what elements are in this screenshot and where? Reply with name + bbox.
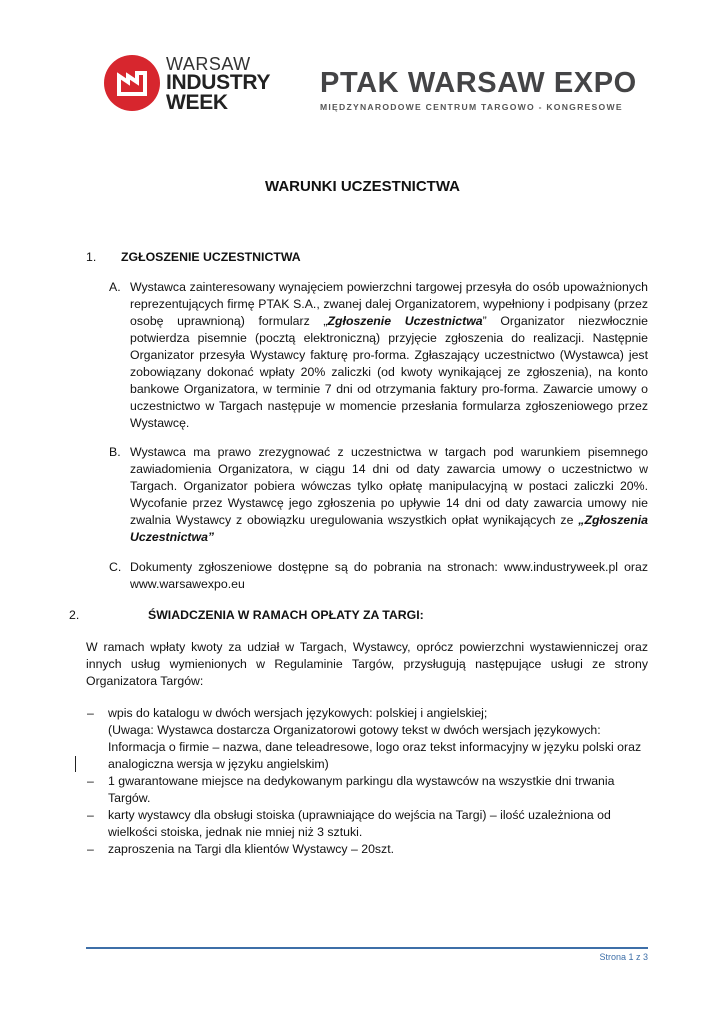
ptak-warsaw-expo-logo bbox=[320, 68, 650, 112]
section1-heading: ZGŁOSZENIE UCZESTNICTWA bbox=[121, 250, 301, 264]
document-title: WARUNKI UCZESTNICTWA bbox=[265, 178, 460, 195]
warsaw-industry-week-logo bbox=[104, 55, 279, 115]
logo-text-warsaw: WARSAW bbox=[166, 54, 251, 74]
logo-text-industry: INDUSTRY bbox=[166, 71, 271, 94]
logo-subtitle: MIĘDZYNARODOWE CENTRUM TARGOWO - KONGRESOWE bbox=[320, 102, 623, 112]
item-b-emphasis: „Zgłoszenia Uczestnictwa” bbox=[130, 513, 648, 544]
item-b-text: Wystawca ma prawo zrezygnować z uczestnictwa w targach pod warunkiem pisemnego zawiadomienia Organizatora, w ciągu 14 dni od daty zawarcia umowy o uczestnictwo w Targach. Organizator pobiera wówczas tylko opłatę manipulacyjną w postaci zaliczki 20%. Wycofanie przez Wystawcę jego zgłoszenia po upływie 14 dni od daty zawarcia umowy nie zwalnia Wystawcy z obowiązku uregulowania wszystkich opłat wynikających ze „Zgłoszenia Uczestnictwa” bbox=[130, 445, 648, 544]
item-a-text: Wystawca zainteresowany wynajęciem powierzchni targowej przesyła do osób upoważnionych reprezentujących firmę PTAK S.A., zwanej dalej Organizatorem, wypełniony i podpisany (przez osobę uprawnioną) formularz „Zgłoszenie Uczestnictwa” Organizator niezwłocznie potwierdza pisemnie (pocztą elektroniczną) przyjęcie zgłoszenia do realizacji. Następnie Organizator przesyła Wystawcy fakturę pro-forma. Zgłaszający uczestnictwo (Wystawca) jest zobowiązany dokonać wpłaty 20% zaliczki (od kwoty wynikającej ze zgłoszenia), na konto bankowe Organizatora, w terminie 7 dni od otrzymania faktury pro-forma. Zawarcie umowy o uczestnictwo w Targach następuje w momencie przesłania formularza zgłoszeniowego przez Wystawcę. bbox=[130, 280, 648, 430]
revision-bar bbox=[75, 756, 76, 772]
bullet-cards: karty wystawcy dla obsługi stoiska (uprawniające do wejścia na Targi) – ilość uzależniona od wielkości stoiska, jednak nie mniej niż 3 sztuki. bbox=[108, 808, 611, 839]
item-a-marker: A. bbox=[109, 280, 121, 294]
item-a-emphasis: Zgłoszenie Uczestnictwa bbox=[327, 314, 483, 328]
item-b-marker: B. bbox=[109, 445, 121, 459]
factory-icon bbox=[114, 65, 150, 101]
section2-number: 2. bbox=[69, 608, 80, 622]
section1-number: 1. bbox=[86, 250, 97, 264]
item-c-marker: C. bbox=[109, 560, 122, 574]
bullet-info: Informacja o firmie – nazwa, dane teleadresowe, logo oraz tekst informacyjny w języku polski oraz analogiczna wersja w języku angielskim) bbox=[108, 740, 642, 771]
section2-heading: ŚWIADCZENIA W RAMACH OPŁATY ZA TARGI: bbox=[148, 608, 424, 622]
bullet-invitations: zaproszenia na Targi dla klientów Wystawcy – 20szt. bbox=[108, 842, 395, 856]
page-number: Strona 1 z 3 bbox=[599, 952, 648, 962]
bullet-dash: – bbox=[87, 706, 94, 720]
logo-name: PTAK WARSAW EXPO bbox=[320, 67, 637, 99]
section2-intro: W ramach wpłaty kwoty za udział w Targach, Wystawcy, oprócz powierzchni wystawienniczej oraz innych usług wymienionych w Regulaminie Targów, przysługują następujące usługi ze strony Organizatora Targów: bbox=[86, 640, 648, 688]
bullet-dash: – bbox=[87, 774, 94, 788]
bullet-dash: – bbox=[87, 808, 94, 822]
bullet-dash: – bbox=[87, 842, 94, 856]
bullet-note: (Uwaga: Wystawca dostarcza Organizatorowi gotowy tekst w dwóch wersjach językowych: bbox=[108, 723, 601, 737]
bullet-catalog: wpis do katalogu w dwóch wersjach językowych: polskiej i angielskiej; bbox=[108, 706, 488, 720]
bullet-parking: 1 gwarantowane miejsce na dedykowanym parkingu dla wystawców na wszystkie dni trwania Targów. bbox=[108, 774, 615, 805]
footer-divider bbox=[86, 947, 648, 949]
logo-text-week: WEEK bbox=[166, 91, 228, 114]
item-c-text: Dokumenty zgłoszeniowe dostępne są do pobrania na stronach: www.industryweek.pl oraz www.warsawexpo.eu bbox=[130, 560, 648, 591]
